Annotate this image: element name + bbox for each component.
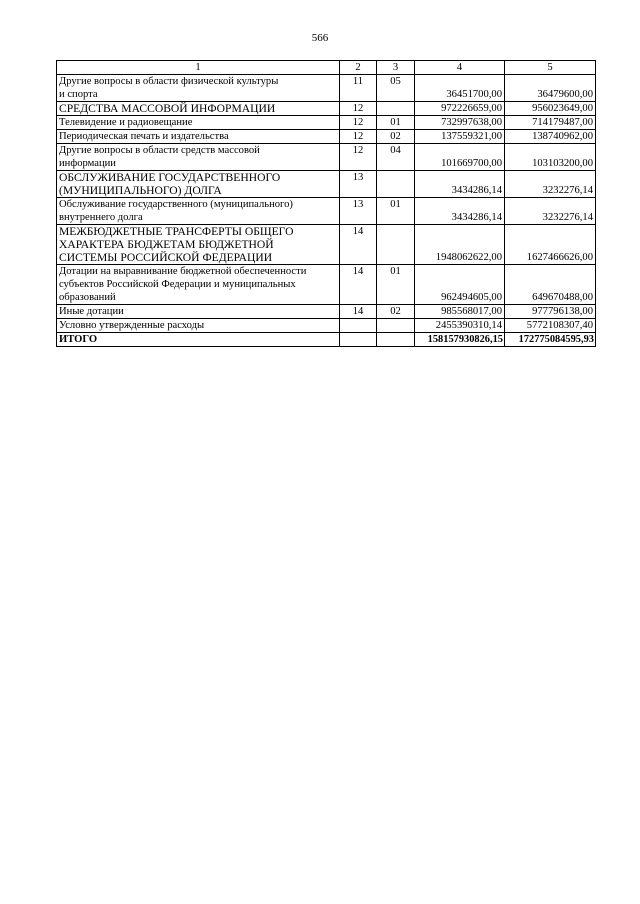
row-name-line: ХАРАКТЕРА БЮДЖЕТАМ БЮДЖЕТНОЙ xyxy=(59,238,274,251)
row-name-line: МЕЖБЮДЖЕТНЫЕ ТРАНСФЕРТЫ ОБЩЕГО xyxy=(59,225,294,238)
row-section-cell: 11 xyxy=(340,75,377,102)
row-sum-3-cell: 138740962,00 xyxy=(505,130,596,144)
row-subsection-cell: 02 xyxy=(377,130,415,144)
row-section-cell: 14 xyxy=(340,305,377,319)
row-section-cell xyxy=(340,319,377,333)
budget-table xyxy=(56,60,596,347)
row-subsection-cell: 01 xyxy=(377,116,415,130)
row-section-cell: 13 xyxy=(340,171,377,198)
row-name-line: СРЕДСТВА МАССОВОЙ ИНФОРМАЦИИ xyxy=(59,102,276,115)
row-name-line: ОБСЛУЖИВАНИЕ ГОСУДАРСТВЕННОГО xyxy=(59,171,281,184)
row-subsection-cell xyxy=(377,102,415,116)
row-sum-3-cell: 714179487,00 xyxy=(505,116,596,130)
table-row xyxy=(57,171,596,198)
row-sum-3-cell: 1627466626,00 xyxy=(505,225,596,265)
total-row xyxy=(57,333,596,347)
table-row xyxy=(57,198,596,225)
row-name-line: образований xyxy=(59,292,116,303)
row-section-cell: 12 xyxy=(340,130,377,144)
row-subsection-cell: 04 xyxy=(377,144,415,171)
row-sum-2-cell: 36451700,00 xyxy=(415,75,505,102)
row-name-cell xyxy=(57,171,340,198)
row-section-cell: 12 xyxy=(340,116,377,130)
row-sum-2-cell: 2455390310,14 xyxy=(415,319,505,333)
row-name-cell xyxy=(57,305,340,319)
row-name-line: СИСТЕМЫ РОССИЙСКОЙ ФЕДЕРАЦИИ xyxy=(59,251,273,264)
row-name-cell xyxy=(57,102,340,116)
row-subsection-cell xyxy=(377,319,415,333)
row-subsection-cell xyxy=(377,171,415,198)
row-name-cell xyxy=(57,130,340,144)
table-row xyxy=(57,265,596,305)
row-section-cell: 12 xyxy=(340,144,377,171)
table-row xyxy=(57,144,596,171)
header-cell-sum-2: 4 xyxy=(415,61,505,75)
header-cell-name: 1 xyxy=(57,61,340,75)
total-sum-3-cell: 172775084595,93 xyxy=(505,333,596,347)
table-row xyxy=(57,305,596,319)
row-sum-3-cell: 3232276,14 xyxy=(505,171,596,198)
row-name-line: Иные дотации xyxy=(59,306,124,317)
row-sum-2-cell: 137559321,00 xyxy=(415,130,505,144)
row-sum-2-cell: 101669700,00 xyxy=(415,144,505,171)
row-name-cell xyxy=(57,75,340,102)
table-header-row xyxy=(57,61,596,75)
table-row xyxy=(57,319,596,333)
row-sum-2-cell: 985568017,00 xyxy=(415,305,505,319)
table-row xyxy=(57,130,596,144)
total-section-cell xyxy=(340,333,377,347)
page-number: 566 xyxy=(311,32,329,44)
table-row xyxy=(57,116,596,130)
row-name-cell xyxy=(57,319,340,333)
row-sum-2-cell: 732997638,00 xyxy=(415,116,505,130)
budget-table-body xyxy=(57,61,596,347)
row-name-line: Другие вопросы в области средств массовой xyxy=(59,145,260,156)
row-name-line: Телевидение и радиовещание xyxy=(59,117,193,128)
row-name-line: субъектов Российской Федерации и муниципальных xyxy=(59,279,296,290)
row-sum-2-cell: 1948062622,00 xyxy=(415,225,505,265)
row-subsection-cell: 01 xyxy=(377,265,415,305)
row-section-cell: 14 xyxy=(340,265,377,305)
table-row xyxy=(57,102,596,116)
row-section-cell: 14 xyxy=(340,225,377,265)
row-section-cell: 12 xyxy=(340,102,377,116)
row-name-line: Обслуживание государственного (муниципального) xyxy=(59,199,293,210)
row-subsection-cell: 02 xyxy=(377,305,415,319)
row-sum-3-cell: 649670488,00 xyxy=(505,265,596,305)
header-cell-subsection: 3 xyxy=(377,61,415,75)
row-section-cell: 13 xyxy=(340,198,377,225)
table-row xyxy=(57,225,596,265)
row-subsection-cell: 01 xyxy=(377,198,415,225)
row-sum-2-cell: 3434286,14 xyxy=(415,198,505,225)
row-name-cell xyxy=(57,116,340,130)
total-name-cell: ИТОГО xyxy=(57,333,340,347)
row-name-line: Периодическая печать и издательства xyxy=(59,131,229,142)
row-name-line: Дотации на выравнивание бюджетной обеспеченности xyxy=(59,266,307,277)
row-name-cell xyxy=(57,144,340,171)
row-name-line: Другие вопросы в области физической культуры xyxy=(59,76,279,87)
row-sum-3-cell: 36479600,00 xyxy=(505,75,596,102)
header-cell-sum-3: 5 xyxy=(505,61,596,75)
total-sum-2-cell: 158157930826,15 xyxy=(415,333,505,347)
row-sum-2-cell: 962494605,00 xyxy=(415,265,505,305)
row-sum-3-cell: 103103200,00 xyxy=(505,144,596,171)
row-sum-2-cell: 3434286,14 xyxy=(415,171,505,198)
row-name-cell xyxy=(57,198,340,225)
row-subsection-cell: 05 xyxy=(377,75,415,102)
header-cell-section: 2 xyxy=(340,61,377,75)
row-sum-3-cell: 956023649,00 xyxy=(505,102,596,116)
row-name-line: (МУНИЦИПАЛЬНОГО) ДОЛГА xyxy=(59,184,222,197)
row-name-cell xyxy=(57,265,340,305)
row-name-line: информации xyxy=(59,158,116,169)
row-name-cell xyxy=(57,225,340,265)
total-subsection-cell xyxy=(377,333,415,347)
row-name-line: внутреннего долга xyxy=(59,212,143,223)
row-subsection-cell xyxy=(377,225,415,265)
row-name-line: и спорта xyxy=(59,89,98,100)
table-row xyxy=(57,75,596,102)
row-sum-3-cell: 3232276,14 xyxy=(505,198,596,225)
row-sum-2-cell: 972226659,00 xyxy=(415,102,505,116)
row-sum-3-cell: 5772108307,40 xyxy=(505,319,596,333)
row-sum-3-cell: 977796138,00 xyxy=(505,305,596,319)
row-name-line: Условно утвержденные расходы xyxy=(59,320,205,331)
